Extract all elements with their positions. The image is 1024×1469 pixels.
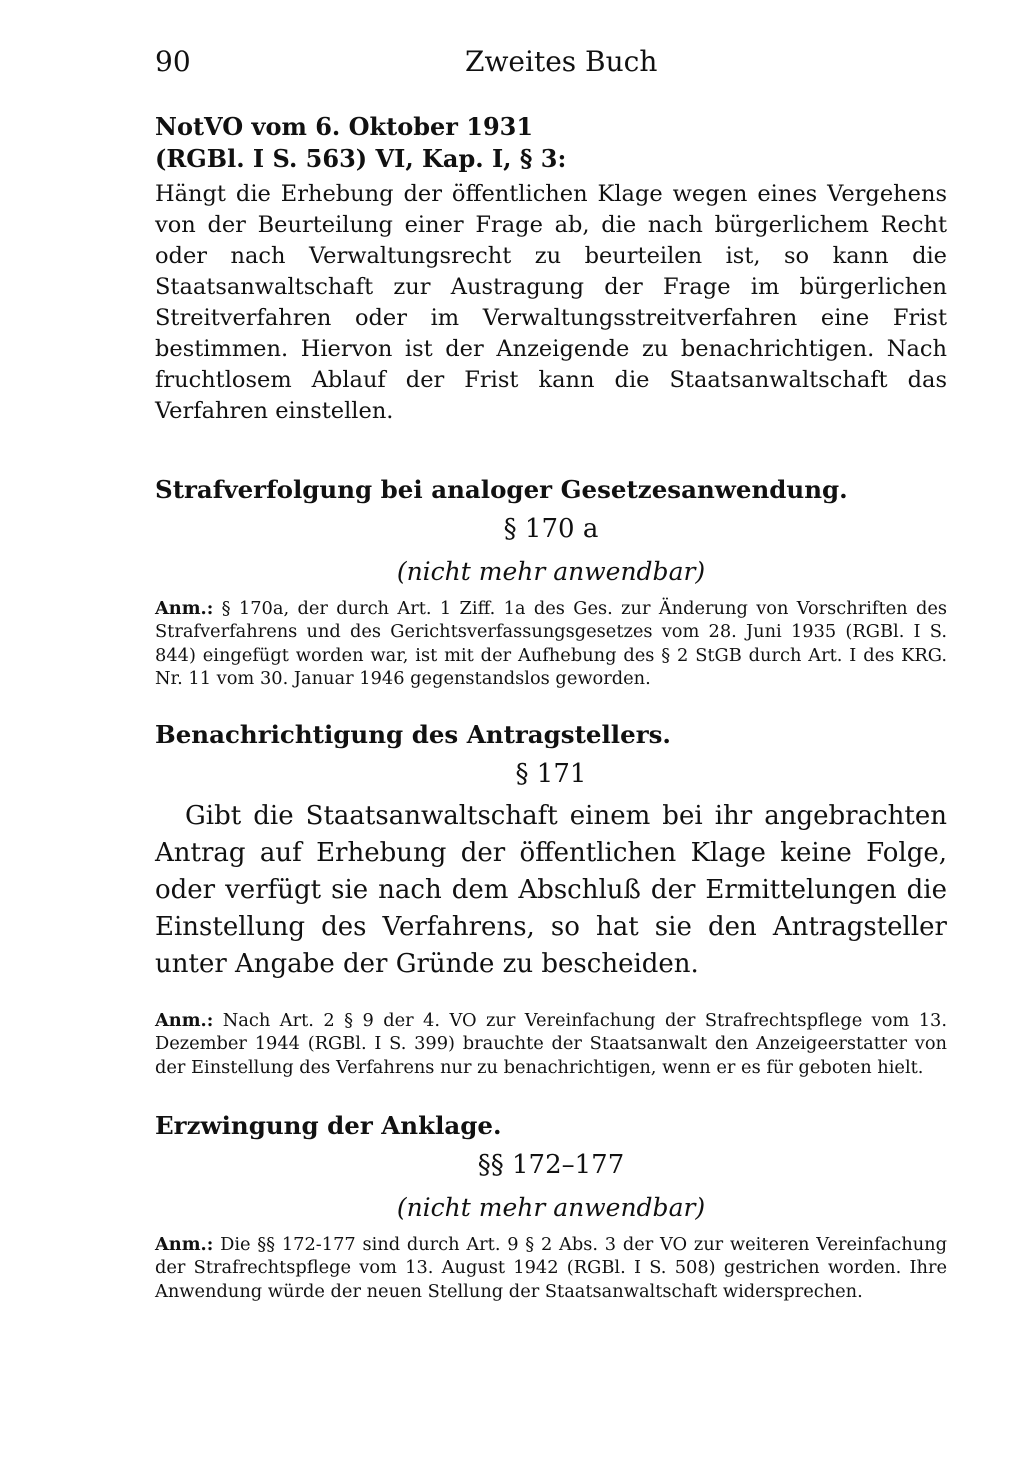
note-label: Anm.: — [155, 1234, 214, 1256]
section-172-heading: Erzwingung der Anklage. — [155, 1111, 502, 1141]
section-172-177-note — [155, 1233, 947, 1303]
notvo-citation-line-2: (RGBl. I S. 563) VI, Kap. I, § 3: — [155, 144, 567, 173]
page-number: 90 — [155, 45, 191, 78]
notvo-text: Hängt die Erhebung der öffentlichen Klage wegen eines Vergehens von der Beurteilung einer Frage ab, die nach bürgerlichem Recht oder nach Verwaltungsrecht zu beurteilen ist, so kann die Staatsanwaltschaft zur Austragung der Frage im bürgerlichen Streitverfahren oder im Verwaltungsstreitverfahren eine Frist bestimmen. Hiervon ist der Anzeigende zu benachrichtigen. Nach fruchtlosem Ablauf der Frist kann die Staatsanwaltschaft das Verfahren einstellen. — [155, 181, 947, 424]
running-title: Zweites Buch — [465, 45, 658, 78]
note-text: Die §§ 172-177 sind durch Art. 9 § 2 Abs. 3 der VO zur weiteren Vereinfachung der Strafrechtspflege vom 13. August 1942 (RGBl. I S. 508) gestrichen worden. Ihre Anwendung würde der neuen Stellung der Staatsanwaltschaft widersprechen. — [155, 1234, 948, 1302]
note-text: Nach Art. 2 § 9 der 4. VO zur Vereinfachung der Strafrechtspflege vom 13. Dezember 1944 (RGBl. I S. 399) brauchte der Staatsanwalt den Anzeigeerstatter von der Einstellung des Verfahrens nur zu benachrichtigen, wenn er es für geboten hielt. — [155, 1010, 947, 1078]
page-header — [155, 45, 947, 93]
note-label: Anm.: — [155, 598, 214, 619]
section-170a-status: (nicht mehr anwendbar) — [396, 557, 706, 586]
notvo-citation-line-1: NotVO vom 6. Oktober 1931 — [155, 112, 534, 141]
section-171-note — [155, 1009, 947, 1079]
section-171-heading: Benachrichtigung des Antragstellers. — [155, 720, 671, 750]
section-172-177-status: (nicht mehr anwendbar) — [396, 1193, 706, 1223]
section-172-177-number: §§ 172–177 — [477, 1150, 625, 1181]
notvo-citation — [155, 111, 947, 175]
section-170a-number: § 170 a — [503, 514, 599, 544]
note-label: Anm.: — [155, 1010, 214, 1032]
section-170a-heading: Strafverfolgung bei analoger Gesetzesanwendung. — [155, 475, 848, 504]
note-text: § 170a, der durch Art. 1 Ziff. 1a des Ges. zur Änderung von Vorschriften des Strafverfahrens und des Gerichtsverfassungsgesetzes vom 28. Juni 1935 (RGBl. I S. 844) eingefügt worden war, ist mit der Aufhebung des § 2 StGB durch Art. I des KRG. Nr. 11 vom 30. Januar 1946 gegenstandslos geworden. — [155, 598, 947, 689]
section-171-text: Gibt die Staatsanwaltschaft einem bei ihr angebrachten Antrag auf Erhebung der öffentlichen Klage keine Folge, oder verfügt sie nach dem Abschluß der Ermittelungen die Einstellung des Verfahrens, so hat sie den Antragsteller unter Angabe der Gründe zu bescheiden. — [155, 801, 947, 980]
section-170a-note — [155, 597, 947, 690]
section-171-number: § 171 — [515, 759, 587, 790]
book-page — [155, 45, 947, 1303]
